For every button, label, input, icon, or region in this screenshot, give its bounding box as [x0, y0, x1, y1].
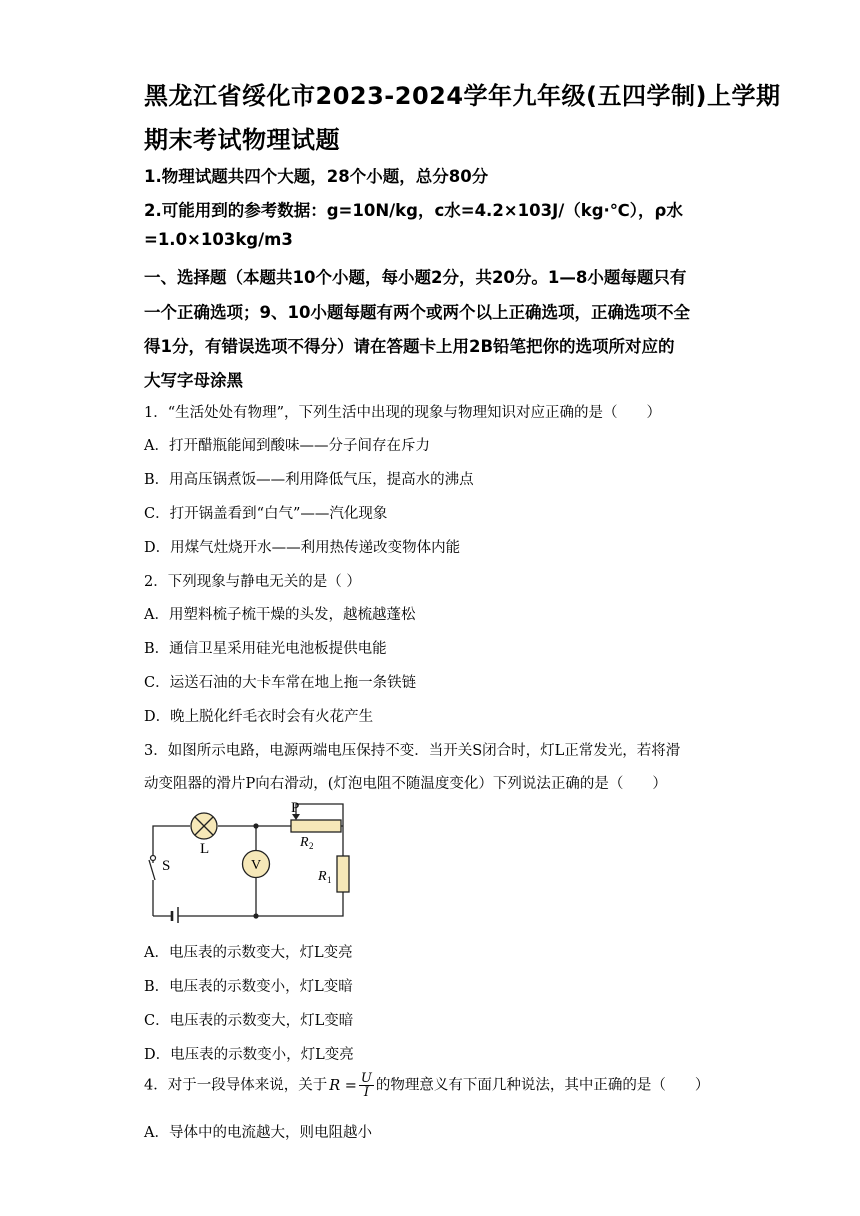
switch-contact — [151, 856, 156, 861]
question-2-option-d: D．晚上脱化纤毛衣时会有火花产生 — [144, 709, 374, 725]
rheostat-r2 — [291, 820, 341, 832]
section-1-line1: 一、选择题（本题共10个小题，每小题2分，共20分。1—8小题每题只有 — [144, 268, 687, 287]
formula-fraction — [359, 1072, 374, 1099]
circuit-diagram — [148, 798, 358, 923]
question-3-option-b: B．电压表的示数变小，灯L变暗 — [144, 979, 353, 995]
note-2b: =1.0×103kg/m3 — [144, 230, 293, 249]
question-3-option-d: D．电压表的示数变小，灯L变亮 — [144, 1047, 354, 1063]
formula-denominator: I — [363, 1085, 369, 1100]
section-1-line3: 得1分，有错误选项不得分）请在答题卡上用2B铅笔把你的选项所对应的 — [144, 337, 675, 356]
question-3-stem-line2: 动变阻器的滑片P向右滑动，(灯泡电阻不随温度变化）下列说法正确的是（ ） — [144, 776, 667, 792]
note-2a: 2.可能用到的参考数据：g=10N/kg，c水=4.2×103J/（kg·℃），ρ水 — [144, 201, 683, 220]
note-1: 1.物理试题共四个大题，28个小题，总分80分 — [144, 167, 489, 186]
label-p: P — [291, 800, 300, 816]
question-1-option-b: B．用高压锅煮饭——利用降低气压，提高水的沸点 — [144, 472, 474, 488]
voltmeter-label: V — [250, 858, 262, 873]
question-4-stem — [144, 1072, 709, 1099]
formula-lhs: R = — [329, 1077, 357, 1094]
question-4-option-a: A．导体中的电流越大，则电阻越小 — [144, 1125, 372, 1141]
section-1-line4: 大写字母涂黑 — [144, 371, 243, 390]
label-r2: R — [300, 835, 309, 850]
question-1-option-a: A．打开醋瓶能闻到酸味——分子间存在斥力 — [144, 438, 430, 454]
label-l: L — [200, 841, 210, 857]
question-3-stem-line1: 3．如图所示电路，电源两端电压保持不变．当开关S闭合时，灯L正常发光，若将滑 — [144, 743, 681, 759]
question-3-option-a: A．电压表的示数变大，灯L变亮 — [144, 945, 353, 961]
question-4-stem-post: 的物理意义有下面几种说法，其中正确的是（ ） — [375, 1077, 710, 1094]
label-r1-sub: 1 — [327, 875, 332, 885]
document-title-line2: 期末考试物理试题 — [144, 126, 340, 154]
formula-numerator: U — [360, 1071, 372, 1086]
question-1-option-c: C．打开锅盖看到“白气”——汽化现象 — [144, 506, 388, 522]
question-2-option-c: C．运送石油的大卡车常在地上拖一条铁链 — [144, 675, 417, 691]
question-2-option-b: B．通信卫星采用硅光电池板提供电能 — [144, 641, 387, 657]
label-r1: R — [318, 869, 327, 884]
resistor-r1 — [337, 856, 349, 892]
question-1-stem: 1．“生活处处有物理”，下列生活中出现的现象与物理知识对应正确的是（ ） — [144, 405, 662, 421]
question-1-option-d: D．用煤气灶烧开水——利用热传递改变物体内能 — [144, 540, 461, 556]
question-2-option-a: A．用塑料梳子梳干燥的头发，越梳越蓬松 — [144, 607, 416, 623]
lamp-icon — [191, 813, 217, 839]
question-4-stem-pre: 4．对于一段导体来说，关于 — [144, 1077, 328, 1094]
label-s: S — [162, 858, 171, 874]
question-3-option-c: C．电压表的示数变大，灯L变暗 — [144, 1013, 354, 1029]
question-2-stem: 2．下列现象与静电无关的是（ ） — [144, 574, 361, 590]
battery-icon — [172, 907, 178, 923]
section-1-line2: 一个正确选项；9、10小题每题有两个或两个以上正确选项，正确选项不全 — [144, 303, 690, 322]
document-title-line1: 黑龙江省绥化市2023-2024学年九年级(五四学制)上学期 — [144, 82, 781, 110]
label-r2-sub: 2 — [309, 841, 314, 851]
